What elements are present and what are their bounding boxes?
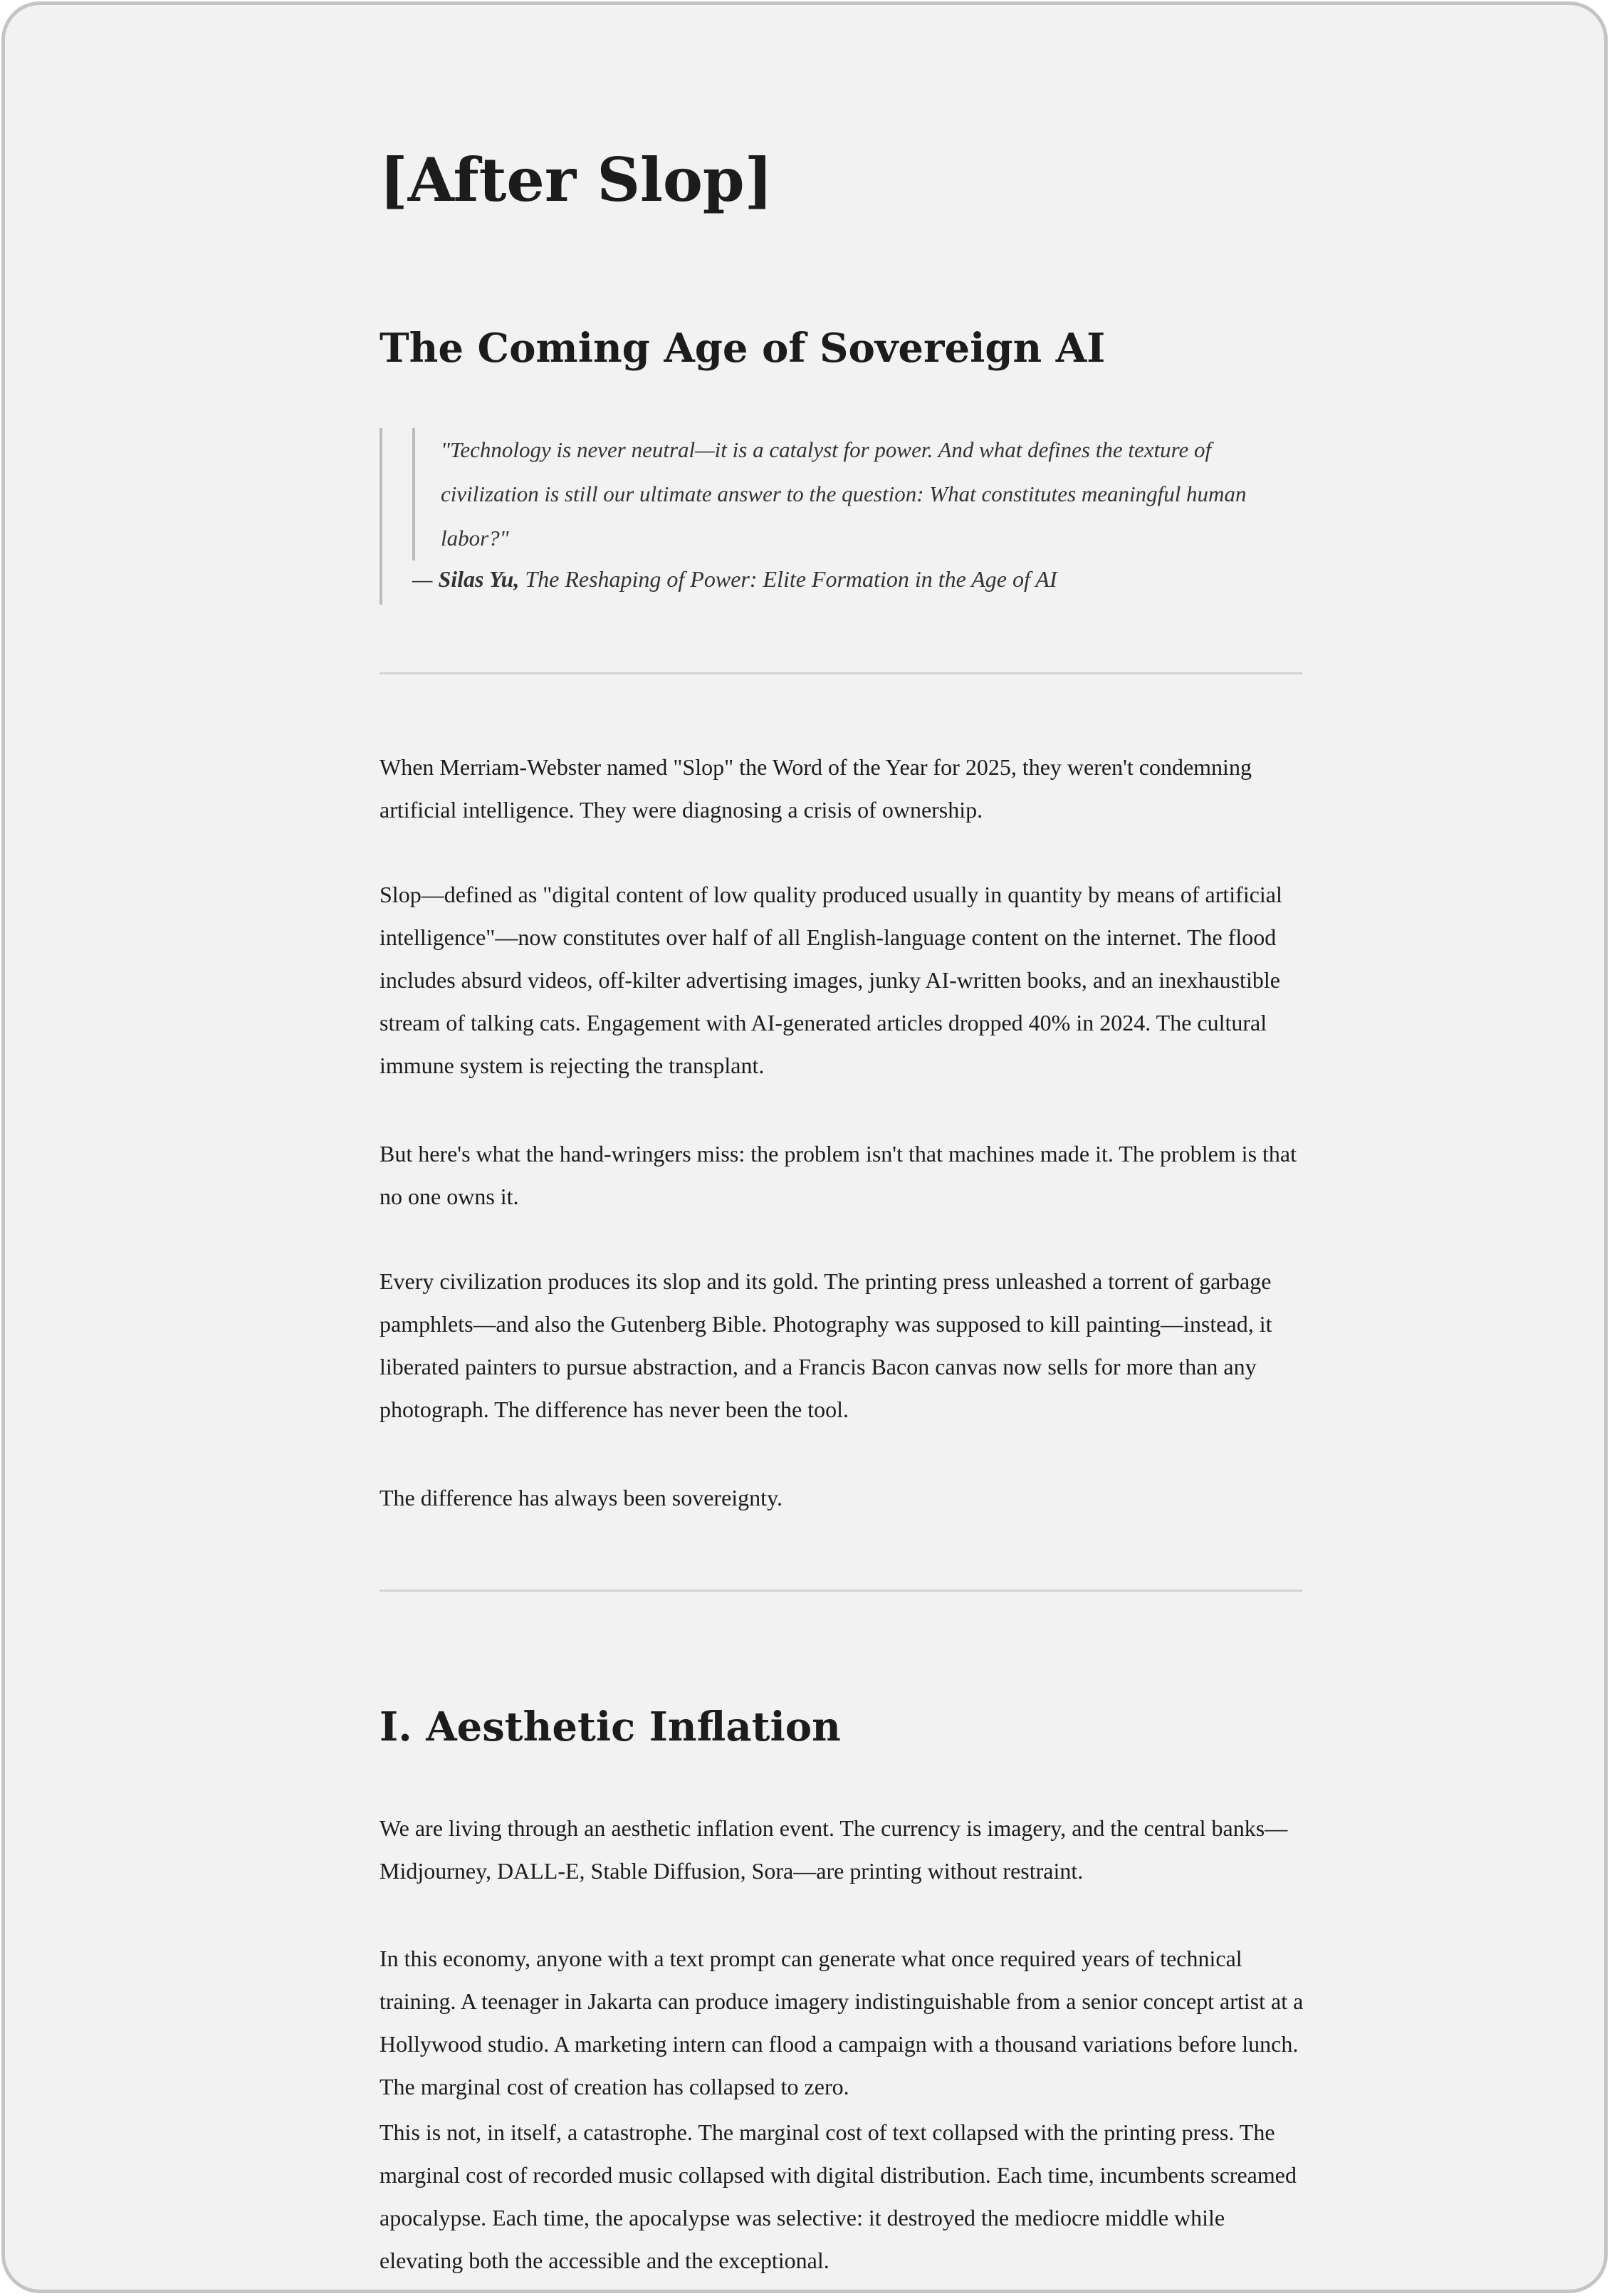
intro-paragraph: Slop—defined as "digital content of low quality produced usually in quantity by means of artificial intelligence"—now constitutes over half of all English-language content on the internet. The flood includes absurd videos, off-kilter advertising images, junky AI-written books, and an inexhaustible stream of talking cats. Engagement with AI-generated articles dropped 40% in 2024. The cultural immune system is rejecting the transplant. (380, 882, 1282, 1078)
intro-paragraph: When Merriam-Webster named "Slop" the Word of the Year for 2025, they weren't condemning artificial intelligence. They were diagnosing a crisis of ownership. (380, 754, 1252, 823)
section-paragraph: We are living through an aesthetic inflation event. The currency is imagery, and the central banks—Midjourney, DALL-E, Stable Diffusion, Sora—are printing without restraint. (380, 1815, 1288, 1884)
intro-paragraph: But here's what the hand-wringers miss: the problem isn't that machines made it. The problem is that no one owns it. (380, 1141, 1297, 1209)
intro-paragraph: The difference has always been sovereignty. (380, 1485, 783, 1510)
intro-paragraph: Every civilization produces its slop and its gold. The printing press unleashed a torrent of garbage pamphlets—and also the Gutenberg Bible. Photography was supposed to kill painting—instead, it liberated painters to pursue abstraction, and a Francis Bacon canvas now sells for more than any photograph. The difference has never been the tool. (380, 1268, 1272, 1422)
section-divider (380, 1590, 1302, 1592)
article-subtitle: The Coming Age of Sovereign AI (380, 325, 1106, 372)
epigraph-blockquote (380, 428, 1301, 605)
site-title[interactable]: [After Slop] (380, 145, 773, 215)
attribution-author: Silas Yu, (438, 566, 520, 592)
epigraph-quote: "Technology is never neutral—it is a catalyst for power. And what defines the texture of civilization is still our ultimate answer to the question: What constitutes meaningful human labor?" (412, 428, 1281, 560)
attribution-source: The Reshaping of Power: Elite Formation in the Age of AI (519, 566, 1057, 592)
epigraph-attribution (412, 558, 1057, 600)
attribution-dash: — (412, 566, 439, 592)
section-heading: I. Aesthetic Inflation (380, 1703, 841, 1750)
section-divider (380, 672, 1302, 674)
section-paragraph: This is not, in itself, a catastrophe. The marginal cost of text collapsed with the printing press. The marginal cost of recorded music collapsed with digital distribution. Each time, incumbents screamed apocalypse. Each time, the apocalypse was selective: it destroyed the mediocre middle while elevating both the accessible and the exceptional. (380, 2119, 1297, 2273)
section-paragraph: In this economy, anyone with a text prompt can generate what once required years of technical training. A teenager in Jakarta can produce imagery indistinguishable from a senior concept artist at a Hollywood studio. A marketing intern can flood a campaign with a thousand variations before lunch. The marginal cost of creation has collapsed to zero. (380, 1946, 1304, 2099)
page-frame (1, 1, 1608, 2293)
